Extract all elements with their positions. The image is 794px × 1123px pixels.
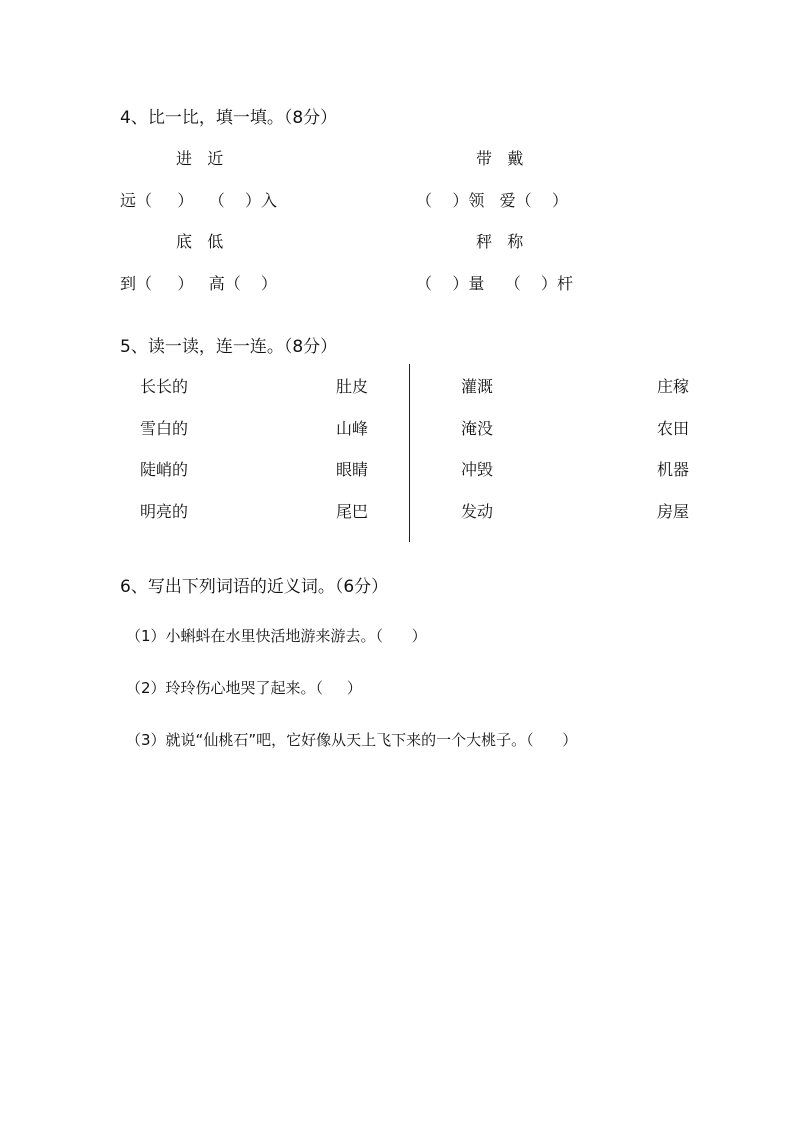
- q4-pair1-chars: 进 近: [176, 149, 224, 168]
- q5-right-b-1: 庄稼: [657, 377, 690, 396]
- q6-title: 6、写出下列词语的近义词。（6分）: [120, 577, 389, 597]
- q5-left-b-1: 肚皮: [336, 377, 369, 396]
- q5-right-a-3: 冲毁: [461, 460, 494, 479]
- q5-left-a-2: 雪白的: [140, 419, 189, 438]
- q5-left-a-4: 明亮的: [140, 502, 189, 521]
- q6-item-2: （2）玲玲伤心地哭了起来。（ ）: [126, 679, 362, 697]
- q5-right-a-4: 发动: [461, 502, 494, 521]
- q5-left-a-1: 长长的: [140, 377, 189, 396]
- column-divider: [409, 364, 410, 542]
- q5-right-a-2: 淹没: [461, 419, 494, 438]
- q6-item-1: （1）小蝌蚪在水里快活地游来游去。（ ）: [126, 627, 427, 645]
- q6-item-3: （3）就说“仙桃石”吧，它好像从天上飞下来的一个大桃子。（ ）: [126, 731, 578, 749]
- q5-right-b-4: 房屋: [657, 502, 690, 521]
- q5-left-a-3: 陡峭的: [140, 460, 189, 479]
- q5-right-a-1: 灌溉: [461, 377, 494, 396]
- q4-pair2-line: （ ）领 爱（ ）: [416, 191, 568, 210]
- q4-pair2-chars: 带 戴: [476, 149, 524, 168]
- q4-pair4-chars: 秤 称: [476, 232, 524, 251]
- q5-left-b-4: 尾巴: [336, 502, 369, 521]
- q5-right-b-2: 农田: [657, 419, 690, 438]
- q4-pair3-chars: 底 低: [176, 232, 224, 251]
- q4-pair4-line: （ ）量 （ ）杆: [416, 274, 574, 293]
- q5-left-b-2: 山峰: [336, 419, 369, 438]
- q5-title: 5、读一读，连一连。（8分）: [120, 337, 338, 357]
- q5-left-b-3: 眼睛: [336, 460, 369, 479]
- q4-pair1-line: 远（ ） （ ）入: [120, 191, 278, 210]
- q4-pair3-line: 到（ ） 高（ ）: [120, 274, 278, 293]
- q5-right-b-3: 机器: [657, 460, 690, 479]
- q4-title: 4、比一比，填一填。（8分）: [120, 108, 338, 128]
